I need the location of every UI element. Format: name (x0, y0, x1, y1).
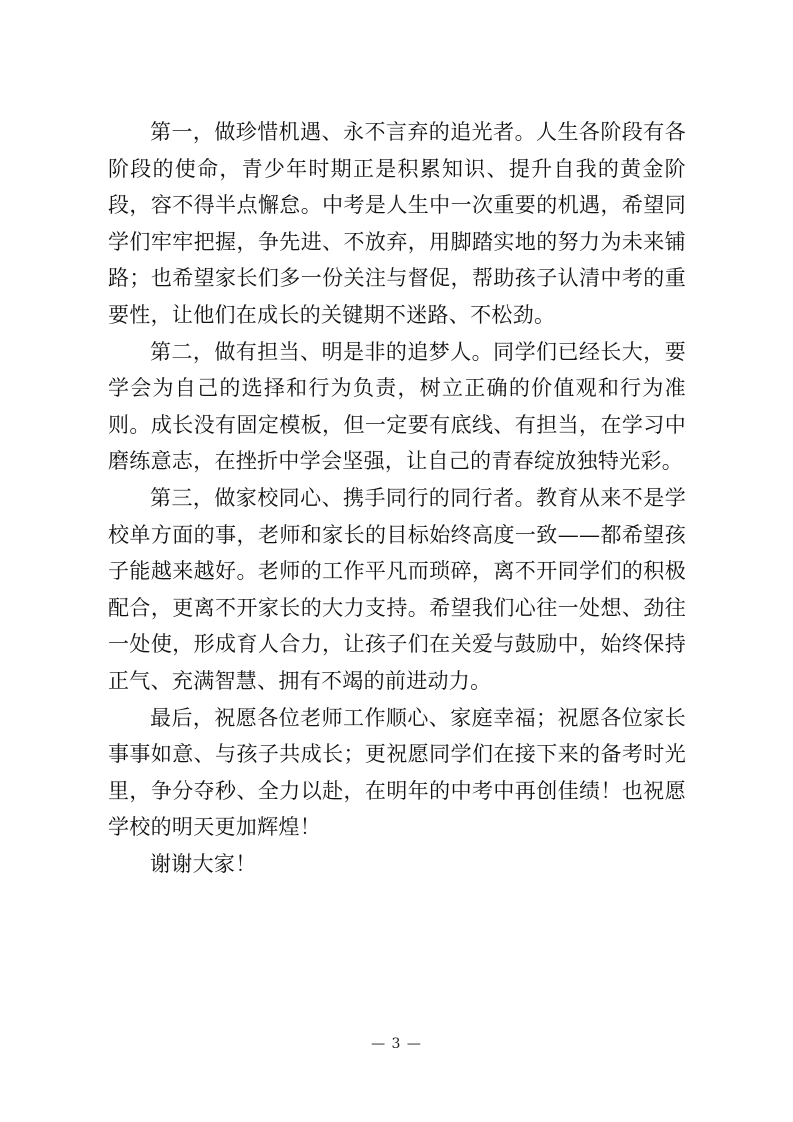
page-number: — 3 — (371, 1036, 422, 1052)
document-body (108, 114, 686, 882)
paragraph-home-school: 第三，做家校同心、携手同行的同行者。教育从来不是学校单方面的事，老师和家长的目标始终高度一致——都希望孩子能越来越好。老师的工作平凡而琐碎，离不开同学们的积极配合，更离不开家长的大力支持。希望我们心往一处想、劲往一处使，形成育人合力，让孩子们在关爱与鼓励中，始终保持正气、充满智慧、拥有不竭的前进动力。 (108, 485, 686, 693)
paragraph-thanks: 谢谢大家！ (150, 851, 257, 876)
paragraph-best-wishes: 最后，祝愿各位老师工作顺心、家庭幸福；祝愿各位家长事事如意、与孩子共成长；更祝愿同学们在接下来的备考时光里，争分夺秒、全力以赴，在明年的中考中再创佳绩！也祝愿学校的明天更加辉煌！ (108, 705, 686, 840)
paragraph-cherish-opportunity: 第一，做珍惜机遇、永不言弃的追光者。人生各阶段有各阶段的使命，青少年时期正是积累知识、提升自我的黄金阶段，容不得半点懈怠。中考是人生中一次重要的机遇，希望同学们牢牢把握，争先进、不放弃，用脚踏实地的努力为未来铺路；也希望家长们多一份关注与督促，帮助孩子认清中考的重要性，让他们在成长的关键期不迷路、不松劲。 (108, 120, 686, 327)
paragraph-responsibility: 第二，做有担当、明是非的追梦人。同学们已经长大，要学会为自己的选择和行为负责，树立正确的价值观和行为准则。成长没有固定模板，但一定要有底线、有担当，在学习中磨练意志，在挫折中学会坚强，让自己的青春绽放独特光彩。 (108, 339, 686, 474)
